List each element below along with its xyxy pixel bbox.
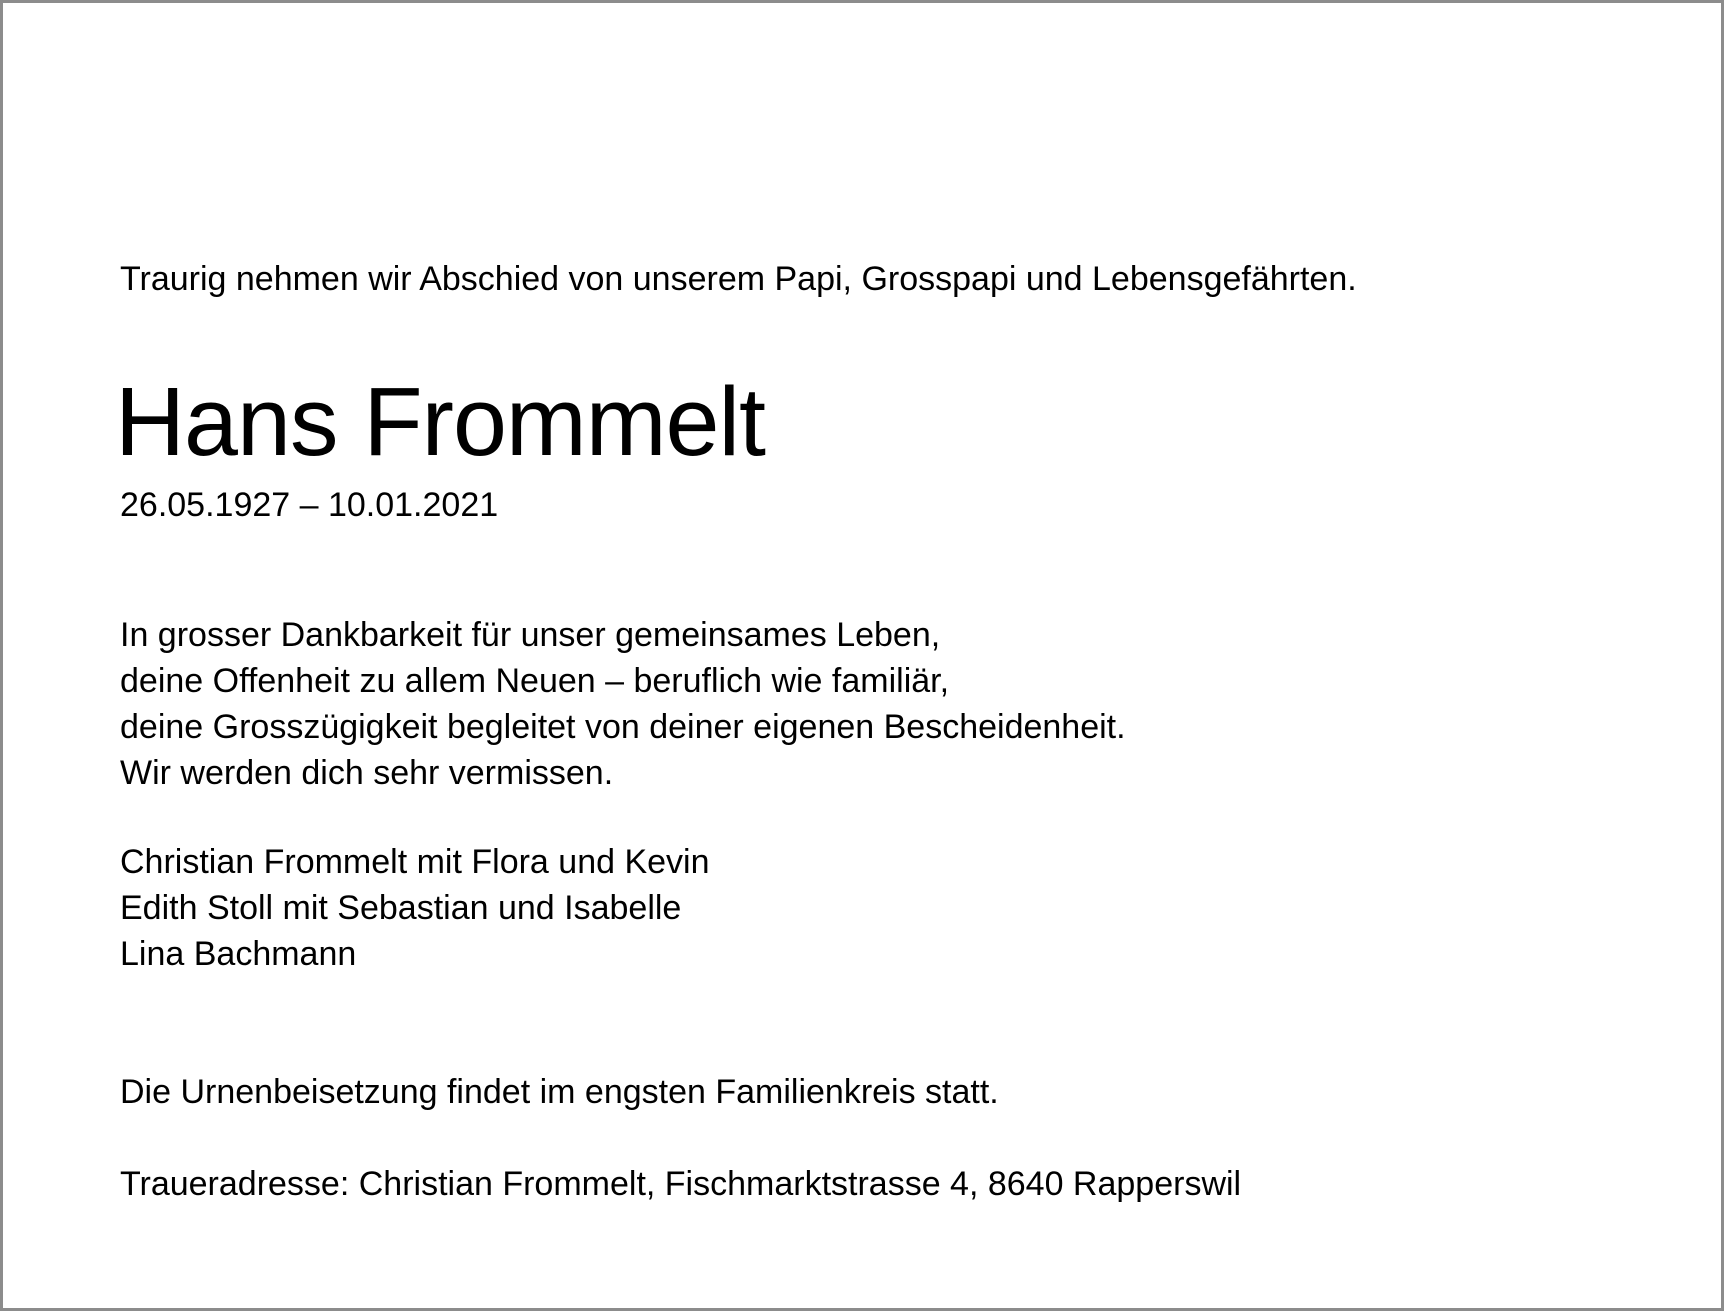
deceased-name: Hans Frommelt xyxy=(115,367,765,476)
mourning-address: Traueradresse: Christian Frommelt, Fischmarktstrasse 4, 8640 Rapperswil xyxy=(120,1165,1242,1203)
mourners-list xyxy=(120,839,710,977)
tribute-line: Wir werden dich sehr vermissen. xyxy=(120,754,614,792)
tribute-text xyxy=(120,612,1126,796)
tribute-line: In grosser Dankbarkeit für unser gemeinsames Leben, xyxy=(120,616,941,654)
mourner-name: Christian Frommelt mit Flora und Kevin xyxy=(120,843,710,881)
burial-note: Die Urnenbeisetzung findet im engsten Familienkreis statt. xyxy=(120,1073,999,1111)
life-dates: 26.05.1927 – 10.01.2021 xyxy=(120,486,499,524)
intro-text: Traurig nehmen wir Abschied von unserem Papi, Grosspapi und Lebensgefährten. xyxy=(120,260,1357,298)
mourner-name: Lina Bachmann xyxy=(120,935,357,973)
mourner-name: Edith Stoll mit Sebastian und Isabelle xyxy=(120,889,682,927)
tribute-line: deine Offenheit zu allem Neuen – beruflich wie familiär, xyxy=(120,662,950,700)
tribute-line: deine Grosszügigkeit begleitet von deiner eigenen Bescheidenheit. xyxy=(120,708,1126,746)
